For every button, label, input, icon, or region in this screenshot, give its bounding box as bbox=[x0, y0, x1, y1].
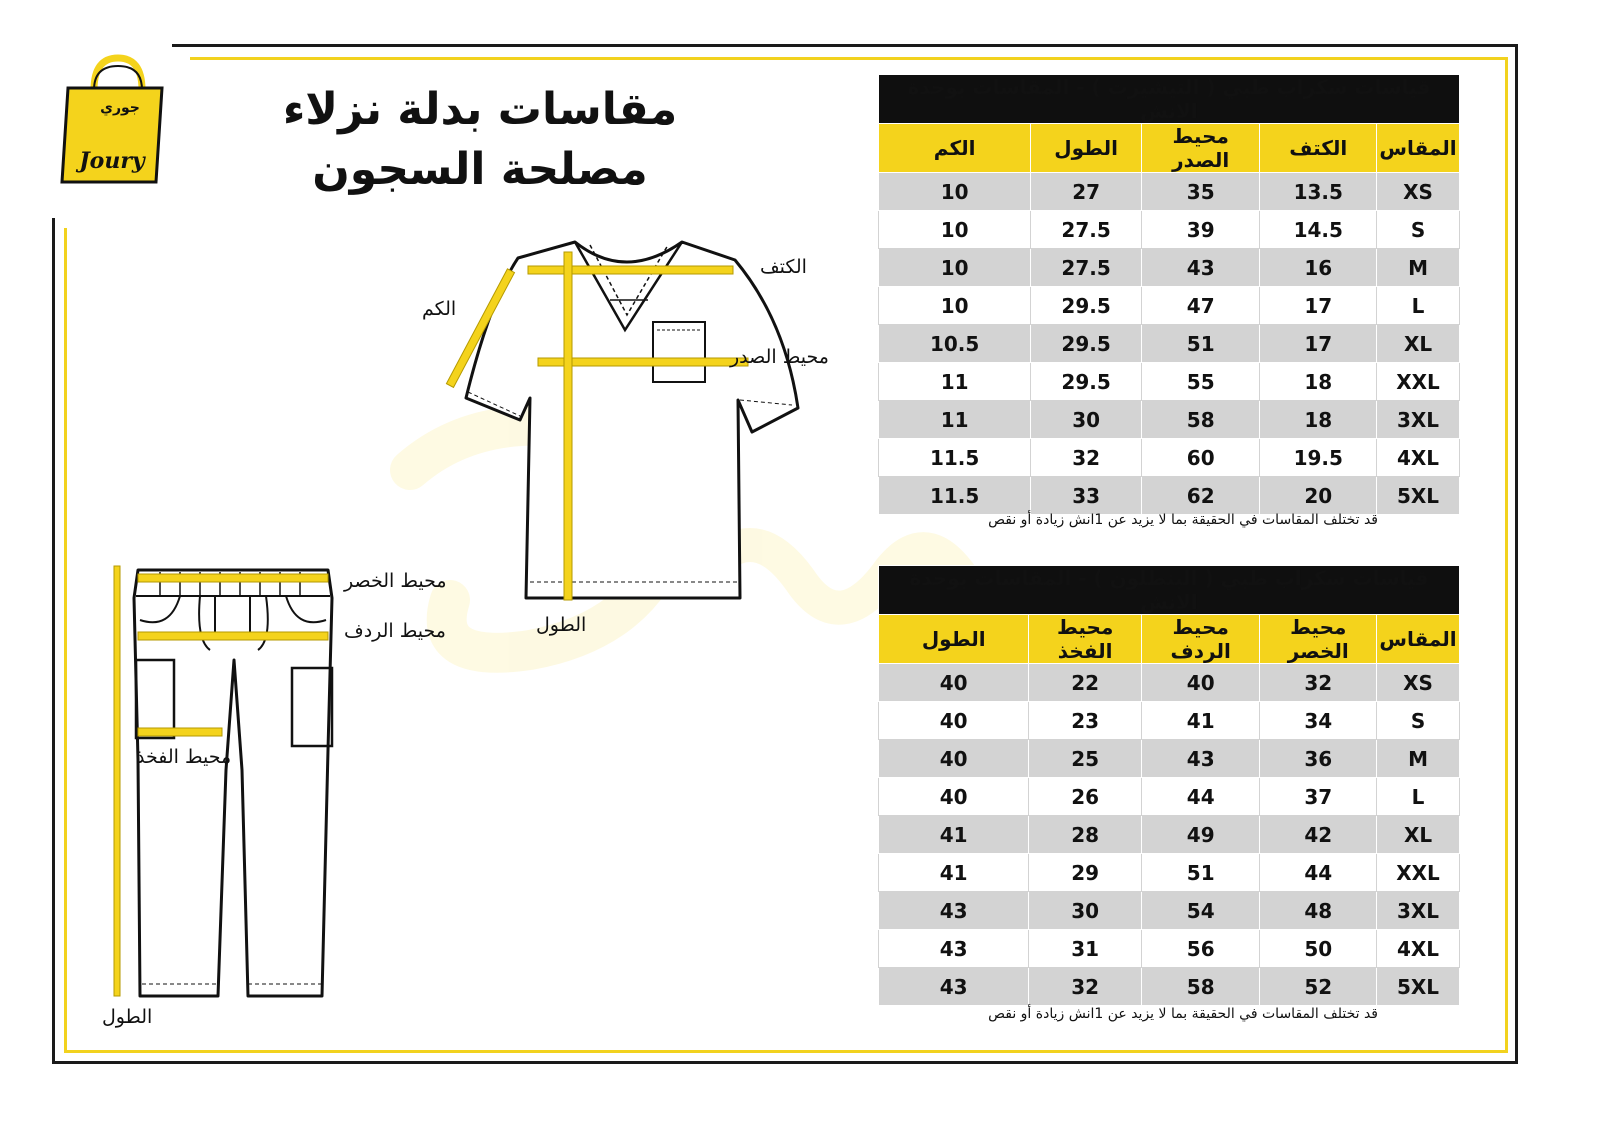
shirt-table-cell: 29.5 bbox=[1031, 287, 1142, 325]
pants-waist-tape bbox=[138, 574, 328, 582]
shirt-table-row bbox=[879, 249, 1460, 287]
pants-table-cell: 42 bbox=[1260, 816, 1377, 854]
pants-table-cell: 23 bbox=[1029, 702, 1142, 740]
pants-table-row bbox=[879, 854, 1460, 892]
shirt-table-heading: قياسات سكراب طبي ( التيشيرت ) - المقاسات بوحدة الانش bbox=[879, 75, 1460, 124]
pants-table-cell: 5XL bbox=[1377, 968, 1460, 1006]
shirt-table-cell: 17 bbox=[1260, 325, 1377, 363]
shirt-table-row bbox=[879, 287, 1460, 325]
shirt-table-cell: 33 bbox=[1031, 477, 1142, 515]
pants-table-row bbox=[879, 816, 1460, 854]
shirt-table-cell: 16 bbox=[1260, 249, 1377, 287]
pants-table-cell: 44 bbox=[1260, 854, 1377, 892]
shirt-table-note: قد تختلف المقاسات في الحقيقة بما لا يزيد عن 1انش زيادة أو نقص bbox=[988, 512, 1378, 528]
pants-table-cell: 43 bbox=[879, 930, 1029, 968]
inner-frame-left bbox=[64, 228, 67, 1053]
shirt-illustration bbox=[420, 230, 840, 610]
pants-table-cell: 44 bbox=[1141, 778, 1260, 816]
pants-table-cell: 34 bbox=[1260, 702, 1377, 740]
pants-table-cell: 54 bbox=[1141, 892, 1260, 930]
pants-table-cell: 43 bbox=[1141, 740, 1260, 778]
shirt-table-cell: 60 bbox=[1141, 439, 1260, 477]
frame-left-line bbox=[52, 218, 55, 1064]
shirt-table-cell: 10 bbox=[879, 249, 1031, 287]
shirt-table-cell: 43 bbox=[1141, 249, 1260, 287]
shirt-table-cell: S bbox=[1377, 211, 1460, 249]
shirt-table-cell: 55 bbox=[1141, 363, 1260, 401]
shirt-table-cell: 27.5 bbox=[1031, 211, 1142, 249]
pants-table-cell: XS bbox=[1377, 664, 1460, 702]
shirt-table-cell: 10 bbox=[879, 173, 1031, 211]
pants-table-cell: 37 bbox=[1260, 778, 1377, 816]
shirt-table-cell: 27.5 bbox=[1031, 249, 1142, 287]
frame-top-line bbox=[172, 44, 1518, 47]
brand-logo bbox=[58, 52, 168, 192]
pants-col-waist: محيط الخصر bbox=[1260, 615, 1377, 664]
shirt-table-cell: 20 bbox=[1260, 477, 1377, 515]
pants-illustration bbox=[100, 560, 340, 1010]
logo-latin: Joury bbox=[79, 148, 145, 174]
inner-frame-right bbox=[1505, 57, 1508, 1053]
shirt-table-cell: 10.5 bbox=[879, 325, 1031, 363]
pants-thigh-tape bbox=[138, 728, 222, 736]
shirt-table-row bbox=[879, 211, 1460, 249]
pants-table-cell: 4XL bbox=[1377, 930, 1460, 968]
pants-table-row bbox=[879, 778, 1460, 816]
pants-table-cell: 31 bbox=[1029, 930, 1142, 968]
shirt-table-row bbox=[879, 401, 1460, 439]
shirt-table-cell: 18 bbox=[1260, 401, 1377, 439]
pants-table-cell: 30 bbox=[1029, 892, 1142, 930]
shirt-table-cell: M bbox=[1377, 249, 1460, 287]
pants-table-cell: 49 bbox=[1141, 816, 1260, 854]
pants-table-cell: 41 bbox=[879, 854, 1029, 892]
pants-table-cell: 36 bbox=[1260, 740, 1377, 778]
pants-table-cell: XXL bbox=[1377, 854, 1460, 892]
shirt-table-cell: 5XL bbox=[1377, 477, 1460, 515]
shirt-table-cell: 35 bbox=[1141, 173, 1260, 211]
shirt-table-cell: XXL bbox=[1377, 363, 1460, 401]
pants-table-cell: 29 bbox=[1029, 854, 1142, 892]
pants-col-length: الطول bbox=[879, 615, 1029, 664]
pants-table-cell: 40 bbox=[1141, 664, 1260, 702]
shirt-table-cell: 47 bbox=[1141, 287, 1260, 325]
pants-table-cell: 32 bbox=[1260, 664, 1377, 702]
pants-table-cell: 26 bbox=[1029, 778, 1142, 816]
pants-table-row bbox=[879, 968, 1460, 1006]
pants-table-cell: 48 bbox=[1260, 892, 1377, 930]
pants-label-length: الطول bbox=[102, 1006, 153, 1028]
inner-frame-bottom bbox=[64, 1050, 1508, 1053]
title-line-1: مقاسات بدلة نزلاء bbox=[282, 84, 678, 135]
pants-table-row bbox=[879, 664, 1460, 702]
shirt-label-shoulder: الكتف bbox=[760, 256, 807, 278]
pants-length-tape bbox=[114, 566, 120, 996]
shirt-table-row bbox=[879, 477, 1460, 515]
shirt-table-row bbox=[879, 439, 1460, 477]
shirt-table-cell: 19.5 bbox=[1260, 439, 1377, 477]
shirt-table-cell: 3XL bbox=[1377, 401, 1460, 439]
shirt-shoulder-tape bbox=[528, 266, 733, 274]
pants-col-size: المقاس bbox=[1377, 615, 1460, 664]
pants-table-cell: 43 bbox=[879, 892, 1029, 930]
shirt-col-chest: محيط الصدر bbox=[1141, 124, 1260, 173]
pants-col-thigh: محيط الفخذ bbox=[1029, 615, 1142, 664]
shirt-table-cell: 32 bbox=[1031, 439, 1142, 477]
shirt-table-cell: L bbox=[1377, 287, 1460, 325]
shirt-table-cell: XS bbox=[1377, 173, 1460, 211]
shirt-table-cell: 27 bbox=[1031, 173, 1142, 211]
pants-table-cell: 41 bbox=[879, 816, 1029, 854]
pants-size-table bbox=[878, 565, 1460, 1006]
shirt-table-cell: 11 bbox=[879, 363, 1031, 401]
pants-table-cell: 22 bbox=[1029, 664, 1142, 702]
pants-table-cell: 52 bbox=[1260, 968, 1377, 1006]
shirt-col-sleeve: الكم bbox=[879, 124, 1031, 173]
pants-table-cell: 40 bbox=[879, 778, 1029, 816]
logo-arabic: جوري bbox=[100, 100, 140, 116]
shirt-label-chest: محيط الصدر bbox=[730, 346, 829, 368]
pants-table-cell: L bbox=[1377, 778, 1460, 816]
shirt-table-cell: 62 bbox=[1141, 477, 1260, 515]
pants-table-row bbox=[879, 930, 1460, 968]
shirt-table-cell: 10 bbox=[879, 211, 1031, 249]
shirt-col-shoulder: الكتف bbox=[1260, 124, 1377, 173]
pants-table-cell: 28 bbox=[1029, 816, 1142, 854]
pants-table-cell: S bbox=[1377, 702, 1460, 740]
shirt-table-cell: 58 bbox=[1141, 401, 1260, 439]
shirt-table-row bbox=[879, 363, 1460, 401]
shirt-size-table bbox=[878, 74, 1460, 515]
pants-col-hip: محيط الردف bbox=[1141, 615, 1260, 664]
page-title bbox=[250, 80, 710, 200]
pants-table-cell: 51 bbox=[1141, 854, 1260, 892]
title-line-2: مصلحة السجون bbox=[312, 144, 648, 195]
pants-table-cell: 3XL bbox=[1377, 892, 1460, 930]
pants-table-row bbox=[879, 702, 1460, 740]
shirt-table-cell: 14.5 bbox=[1260, 211, 1377, 249]
shirt-table-row bbox=[879, 325, 1460, 363]
pants-table-cell: XL bbox=[1377, 816, 1460, 854]
pants-table-cell: 58 bbox=[1141, 968, 1260, 1006]
shirt-table-cell: 4XL bbox=[1377, 439, 1460, 477]
pants-table-cell: M bbox=[1377, 740, 1460, 778]
pants-table-cell: 43 bbox=[879, 968, 1029, 1006]
shirt-table-cell: 13.5 bbox=[1260, 173, 1377, 211]
inner-frame-top bbox=[190, 57, 1508, 60]
pants-label-hip: محيط الردف bbox=[344, 620, 446, 642]
shirt-table-cell: 11.5 bbox=[879, 439, 1031, 477]
shirt-table-cell: 39 bbox=[1141, 211, 1260, 249]
shirt-table-cell: 10 bbox=[879, 287, 1031, 325]
shirt-table-cell: 11 bbox=[879, 401, 1031, 439]
shirt-length-tape bbox=[564, 252, 572, 600]
shirt-col-length: الطول bbox=[1031, 124, 1142, 173]
pants-label-thigh: محيط الفخذ bbox=[136, 746, 232, 768]
pants-table-cell: 40 bbox=[879, 702, 1029, 740]
pants-table-cell: 32 bbox=[1029, 968, 1142, 1006]
shirt-table-row bbox=[879, 173, 1460, 211]
pants-table-cell: 50 bbox=[1260, 930, 1377, 968]
pants-table-cell: 40 bbox=[879, 664, 1029, 702]
pants-label-waist: محيط الخصر bbox=[344, 570, 447, 592]
pants-table-row bbox=[879, 892, 1460, 930]
pants-table-note: قد تختلف المقاسات في الحقيقة بما لا يزيد عن 1انش زيادة أو نقص bbox=[988, 1006, 1378, 1022]
pants-table-cell: 56 bbox=[1141, 930, 1260, 968]
pants-hip-tape bbox=[138, 632, 328, 640]
shirt-table-cell: 30 bbox=[1031, 401, 1142, 439]
shirt-label-sleeve: الكم bbox=[422, 298, 457, 320]
shirt-table-cell: 18 bbox=[1260, 363, 1377, 401]
shirt-table-cell: XL bbox=[1377, 325, 1460, 363]
shirt-table-cell: 11.5 bbox=[879, 477, 1031, 515]
shirt-table-cell: 51 bbox=[1141, 325, 1260, 363]
pants-table-row bbox=[879, 740, 1460, 778]
pants-table-cell: 40 bbox=[879, 740, 1029, 778]
shirt-table-cell: 29.5 bbox=[1031, 363, 1142, 401]
pants-table-heading: قياسات سكراب طبي ( البنطلون ) - المقاسات بوحدة الانش bbox=[879, 566, 1460, 615]
pants-table-cell: 41 bbox=[1141, 702, 1260, 740]
shirt-col-size: المقاس bbox=[1377, 124, 1460, 173]
pants-table-cell: 25 bbox=[1029, 740, 1142, 778]
shirt-table-cell: 29.5 bbox=[1031, 325, 1142, 363]
shirt-label-length: الطول bbox=[536, 614, 587, 636]
shirt-table-cell: 17 bbox=[1260, 287, 1377, 325]
